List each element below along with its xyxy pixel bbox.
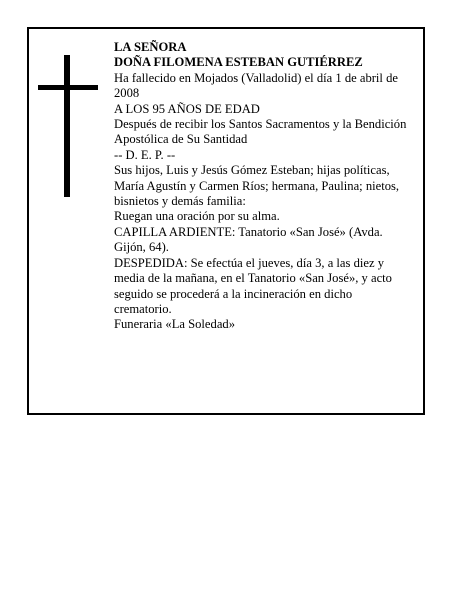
obituary-text: [114, 40, 412, 333]
prayer-line: Ruegan una oración por su alma.: [114, 209, 280, 224]
farewell-line: DESPEDIDA: Se efectúa el jueves, día 3, a las diez y media de la mañana, en el Tanatorio «San José», y acto seguido se procederá a la incineración en dicho crematorio.: [114, 255, 392, 316]
cross-vertical-bar: [64, 55, 70, 197]
family-line: Sus hijos, Luis y Jesús Gómez Esteban; hijas políticas, María Agustín y Carmen Ríos; hermana, Paulina; nietos, bisnietos y demás familia:: [114, 163, 400, 209]
deceased-name: DOÑA FILOMENA ESTEBAN GUTIÉRREZ: [114, 55, 363, 70]
funeral-home-line: Funeraria «La Soledad»: [114, 317, 235, 332]
latin-cross-icon: [38, 55, 98, 197]
cross-horizontal-bar: [38, 85, 98, 90]
age-line: A LOS 95 AÑOS DE EDAD: [114, 101, 260, 116]
honorific: LA SEÑORA: [114, 40, 187, 54]
sacraments-line: Después de recibir los Santos Sacramentos y la Bendición Apostólica de Su Santidad: [114, 117, 407, 147]
death-info: Ha fallecido en Mojados (Valladolid) el día 1 de abril de 2008: [114, 70, 398, 101]
rip-line: -- D. E. P. --: [114, 147, 176, 162]
chapel-line: CAPILLA ARDIENTE: Tanatorio «San José» (Avda. Gijón, 64).: [114, 224, 383, 255]
